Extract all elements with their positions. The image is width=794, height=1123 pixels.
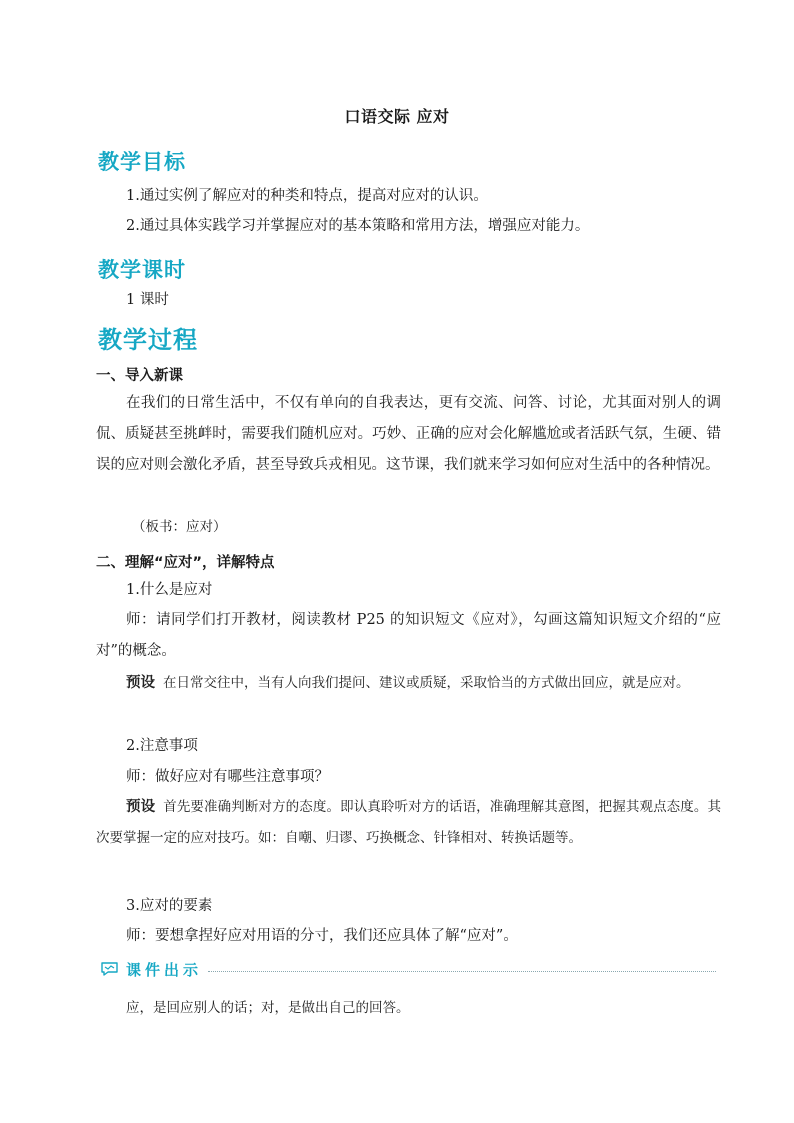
page-title: 口语交际 应对 xyxy=(344,107,450,126)
preset-tag: 预设 xyxy=(126,675,155,691)
courseware-divider xyxy=(208,971,716,972)
sub2-title: 2.注意事项 xyxy=(126,738,198,754)
heading-teaching-hours: 教学课时 xyxy=(98,258,186,282)
heading-teaching-process: 教学过程 xyxy=(98,326,198,354)
sub1-title: 1.什么是应对 xyxy=(126,582,213,598)
heading-teaching-goals: 教学目标 xyxy=(98,150,186,174)
teaching-hours-value: 1 课时 xyxy=(126,292,169,308)
sub3-teacher-text: 师：要想拿捏好应对用语的分寸，我们还应具体了解“应对”。 xyxy=(126,928,518,944)
courseware-text: 应，是回应别人的话；对，是做出自己的回答。 xyxy=(126,1000,410,1016)
goal-item-1: 1.通过实例了解应对的种类和特点，提高对应对的认识。 xyxy=(126,188,488,204)
preset-tag: 预设 xyxy=(126,799,156,815)
part1-paragraph: 在我们的日常生活中，不仅有单向的自我表达，更有交流、问答、讨论，尤其面对别人的调侃、质疑甚至挑衅时，需要我们随机应对。巧妙、正确的应对会化解尴尬或者活跃气氛，生硬、错误的应对则会激化矛盾，甚至导致兵戎相见。这节课，我们就来学习如何应对生活中的各种情况。 xyxy=(96,395,721,473)
sub2-preset xyxy=(96,792,721,854)
courseware-label: 课件出示 xyxy=(126,960,203,979)
sub2-preset-text: 首先要准确判断对方的态度。即认真聆听对方的话语，准确理解其意图，把握其观点态度。其次要掌握一定的应对技巧。如：自嘲、归谬、巧换概念、针锋相对、转换话题等。 xyxy=(96,799,722,846)
part2-heading: 二、理解“应对”，详解特点 xyxy=(96,555,275,571)
part1-heading: 一、导入新课 xyxy=(96,368,183,384)
board-note: （板书：应对） xyxy=(132,519,227,535)
sub2-teacher-text: 师：做好应对有哪些注意事项？ xyxy=(126,769,329,785)
goal-item-2: 2.通过具体实践学习并掌握应对的基本策略和常用方法，增强应对能力。 xyxy=(126,218,590,234)
courseware-banner xyxy=(100,958,716,980)
chat-bubble-icon xyxy=(100,961,120,977)
sub3-title: 3.应对的要素 xyxy=(126,898,213,914)
sub1-teacher-text: 师：请同学们打开教材，阅读教材 P25 的知识短文《应对》，勾画这篇知识短文介绍的“应对”的概念。 xyxy=(96,612,721,659)
sub1-preset xyxy=(96,668,721,699)
sub1-preset-text: 在日常交往中，当有人向我们提问、建议或质疑，采取恰当的方式做出回应，就是应对。 xyxy=(163,675,690,691)
